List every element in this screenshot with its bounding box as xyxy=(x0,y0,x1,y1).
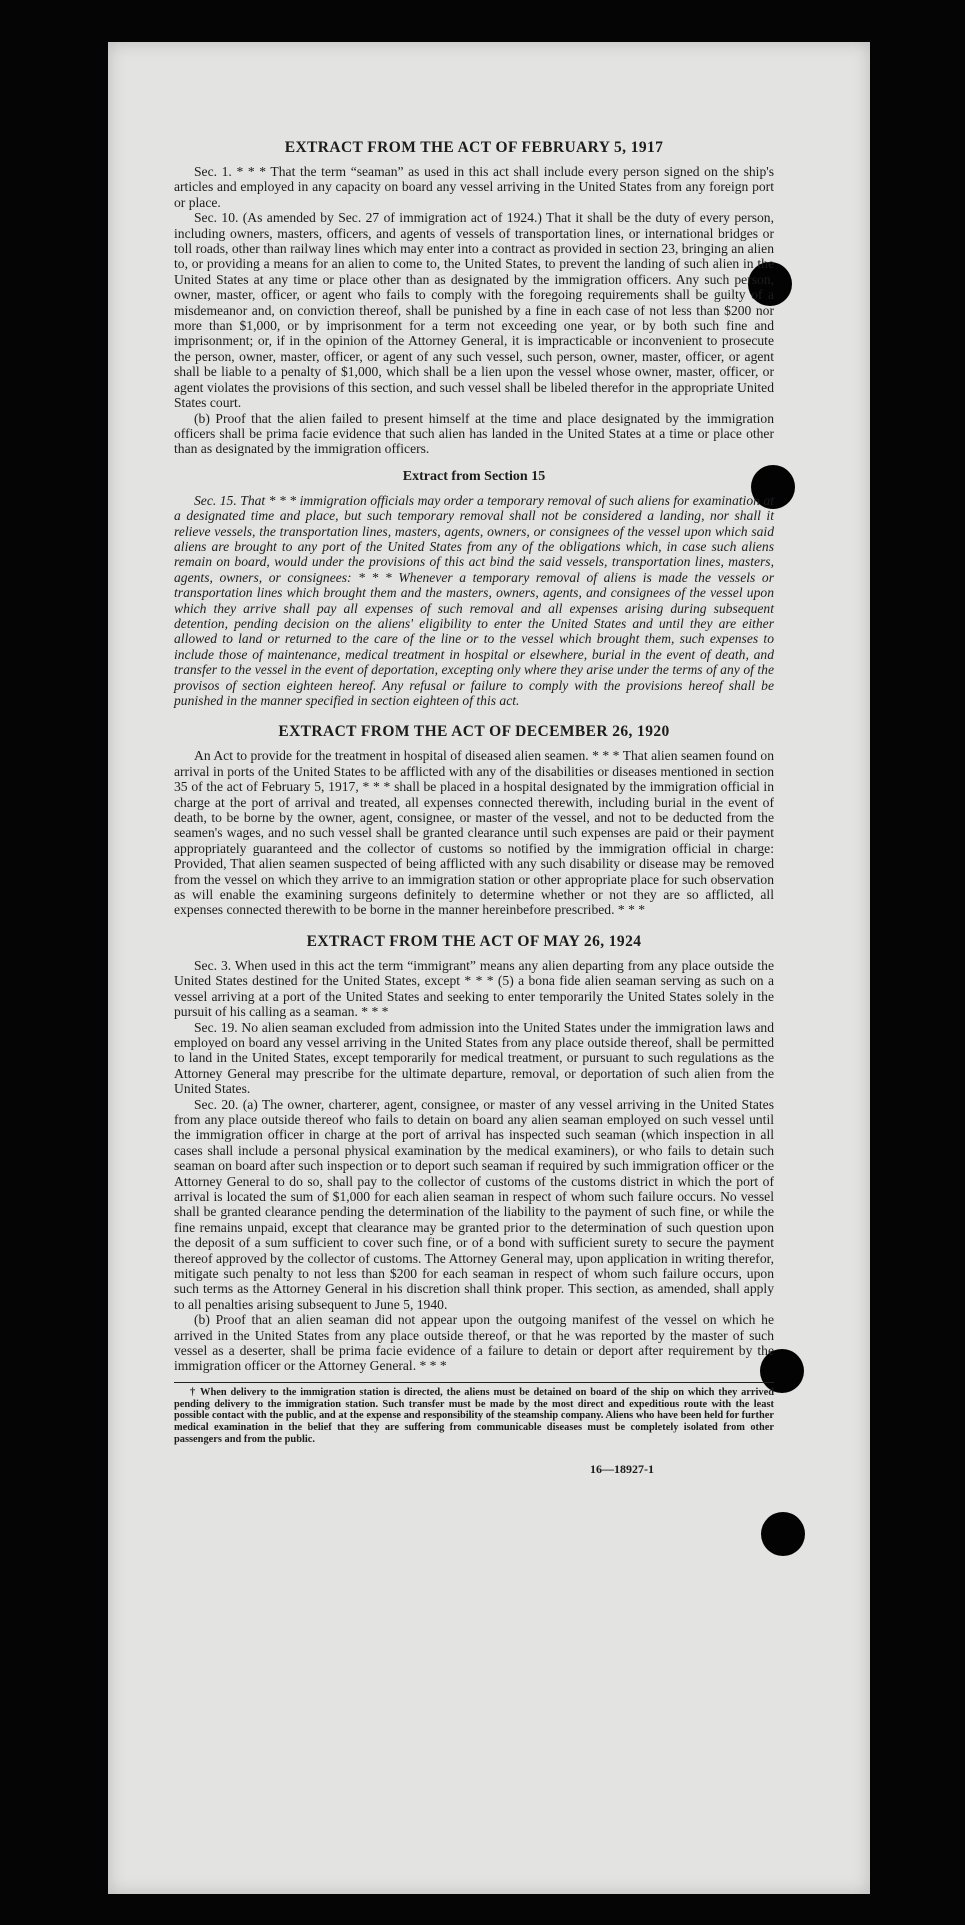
document-body xyxy=(174,138,774,1477)
heading-extract-section-15: Extract from Section 15 xyxy=(402,468,546,484)
heading-act-feb-1917: EXTRACT FROM THE ACT OF FEBRUARY 5, 1917 xyxy=(284,139,664,156)
paragraph-sec-3: Sec. 3. When used in this act the term “immigrant” means any alien departing from any place outside the United States destined for the United States, except * * * (5) a bona fide alien seaman serving as such on a vessel arriving at a port of the United States and seeking to enter temporarily the United States solely in the pursuit of his calling as a seaman. * * * xyxy=(174,957,774,1020)
document-page xyxy=(108,42,870,1894)
paragraph-sec-20-a: Sec. 20. (a) The owner, charterer, agent, consignee, or master of any vessel arriving in the United States from any place outside thereof who fails to detain on board any alien seaman employed on such vessel until the immigration officer in charge at the port of arrival has inspected such seaman (which inspection in all cases shall include a personal physical examination by the medical examiners), or who fails to detain such seaman on board after such inspection or to deport such seaman if required by such immigration officer or the Attorney General to do so, shall pay to the collector of customs of the customs district in which the port of arrival is located the sum of $1,000 for each alien seaman in respect of whom such failure occurs. No vessel shall be granted clearance pending the determination of the liability to the payment of such fine, or while the fine remains unpaid, except that clearance may be granted prior to the determination of such question upon the deposit of a sum sufficient to cover such fine, or of a bond with sufficient surety to secure the payment thereof approved by the collector of customs. The Attorney General may, upon application in writing therefor, mitigate such penalty to not less than $200 for each seaman in respect of whom such failure occurs, upon such terms as the Attorney General in his discretion shall think proper. This section, as amended, shall apply to all penalties arising subsequent to June 5, 1940. xyxy=(174,1096,774,1312)
paragraph-act-1920: An Act to provide for the treatment in hospital of diseased alien seamen. * * * That alien seamen found on arrival in ports of the United States to be afflicted with any of the disabilities or diseases mentioned in section 35 of the act of February 5, 1917, * * * shall be placed in a hospital designated by the immigration official in charge at the port of arrival and treated, all expenses connected therewith, including burial in the event of death, to be borne by the owner, agent, consignee, or master of the vessel, and not to be deducted from the seamen's wages, and no such vessel shall be granted clearance until such expenses are paid or their payment appropriately guaranteed and the collector of customs so notified by the immigration official in charge: Provided, That alien seamen suspected of being afflicted with any such disability or disease may be removed from the vessel on which they arrive to an immigration station or other appropriate place for such observation as will enable the examining surgeons definitely to determine whether or not they are so afflicted, all expenses connected therewith to be borne in the manner hereinbefore prescribed. * * * xyxy=(174,748,774,918)
form-number: 16—18927-1 xyxy=(590,1461,654,1476)
paragraph-sec-19: Sec. 19. No alien seaman excluded from admission into the United States under the immigration laws and employed on board any vessel arriving in the United States from any place outside thereof, shall be permitted to land in the United States, except temporarily for medical treatment, or pursuant to such regulations as the Attorney General may prescribe for the ultimate departure, removal, or deportation of such alien from the United States. xyxy=(174,1019,774,1097)
paragraph-sec-20-b: (b) Proof that an alien seaman did not appear upon the outgoing manifest of the vessel on which he arrived in the United States from any place outside thereof, or that he was reported by the master of such vessel as a deserter, shall be prima facie evidence of a failure to detain or deport after requirement by the immigration officer or the Attorney General. * * * xyxy=(174,1312,774,1374)
paragraph-sec-1: Sec. 1. * * * That the term “seaman” as used in this act shall include every person signed on the ship's articles and employed in any capacity on board any vessel arriving in the United States from any foreign port or place. xyxy=(174,164,774,210)
footnote: † When delivery to the immigration station is directed, the aliens must be detained on board of the ship on which they arrived pending delivery to the immigration station. Such transfer must be made by the most direct and expeditious route with the least possible contact with the public, and at the expense and responsibility of the steamship company. Aliens who have been held for further medical examination in the belief that they are suffering from communicable diseases must be completely isolated from other passengers and from the public. xyxy=(174,1386,774,1446)
paragraph-sec-15: Sec. 15. That * * * immigration officials may order a temporary removal of such aliens for examination at a designated time and place, but such temporary removal shall not be considered a landing, nor shall it relieve vessels, the transportation lines, masters, agents, owners, or consignees of the vessel upon which said aliens are brought to any port of the United States from any of the obligations which, in case such aliens remain on board, would under the provisions of this act bind the said vessels, transportation lines, masters, agents, owners, or consignees: * * * Whenever a temporary removal of aliens is made the vessels or transportation lines which brought them and the masters, owners, agents, and consignees of the vessel upon which they arrive shall pay all expenses of such removal and all expenses arising during subsequent detention, pending decision on the aliens' eligibility to enter the United States and until they are either allowed to land or returned to the care of the line or to the vessel which brought them, such expenses to include those of maintenance, medical treatment in hospital or elsewhere, burial in the event of death, and transfer to the vessel in the event of deportation, excepting only where they arise under the terms of any of the provisos of section eighteen hereof. Any refusal or failure to comply with the provisions hereof shall be punished in the manner specified in section eighteen of this act. xyxy=(174,492,774,708)
heading-act-dec-1920: EXTRACT FROM THE ACT OF DECEMBER 26, 1920 xyxy=(278,723,670,741)
paragraph-sec-10-b: (b) Proof that the alien failed to present himself at the time and place designated by the immigration officers shall be prima facie evidence that such alien has landed in the United States at a time or place other than as designated by the immigration officers. xyxy=(174,410,774,457)
punch-hole xyxy=(761,1512,805,1556)
footnote-divider xyxy=(174,1382,774,1383)
paragraph-sec-10: Sec. 10. (As amended by Sec. 27 of immigration act of 1924.) That it shall be the duty of every person, including owners, masters, officers, and agents of vessels of transportation lines, or international bridges or toll roads, other than railway lines which may enter into a contract as provided in section 23, bringing an alien to, or providing a means for an alien to come to, the United States, to prevent the landing of such alien in the United States at any time or place other than as designated by the immigration officers. Any such person, owner, master, officer, or agent who fails to comply with the foregoing requirements shall be guilty of a misdemeanor and, on conviction thereof, shall be punished by a fine in each case of not less than $200 nor more than $1,000, or by imprisonment for a term not exceeding one year, or by both such fine and imprisonment; or, if in the opinion of the Attorney General, it is impracticable or inconvenient to prosecute the person, owner, master, officer, or agent of any such vessel, such person, owner, master, officer, or agent shall be liable to a penalty of $1,000, which shall be a lien upon the vessel whose owner, master, officer, or agent violates the provisions of this section, and such vessel shall be libeled therefor in the appropriate United States court. xyxy=(174,210,774,411)
heading-act-may-1924: EXTRACT FROM THE ACT OF MAY 26, 1924 xyxy=(306,932,642,950)
